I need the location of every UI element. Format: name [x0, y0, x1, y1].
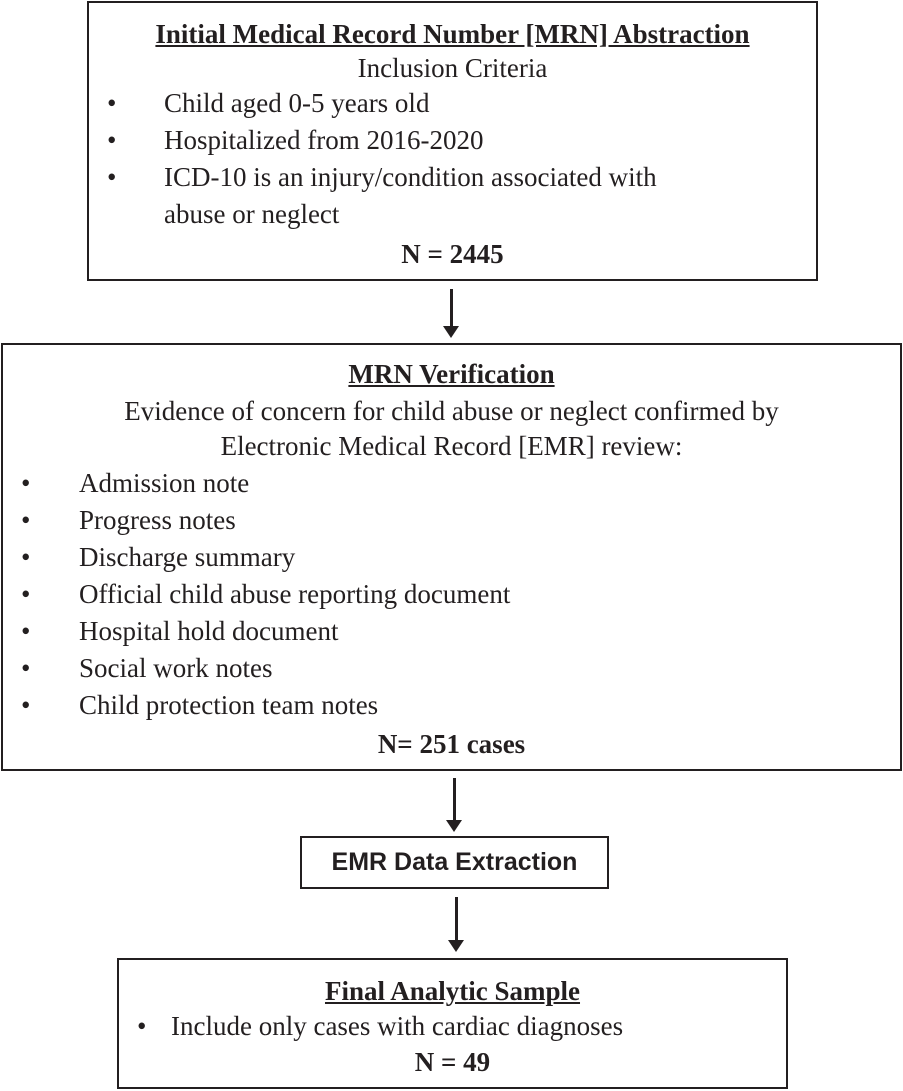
bullet-icon: • [21, 468, 31, 498]
bullet-icon: • [21, 616, 31, 646]
criterion-icd10-continued: abuse or neglect [164, 199, 340, 229]
doc-hospital-hold: • Hospital hold document [3, 613, 900, 650]
emr-extraction-label: EMR Data Extraction [331, 848, 578, 876]
verification-description-line1: Evidence of concern for child abuse or neglect confirmed by [124, 396, 779, 426]
arrow-connector [450, 289, 453, 327]
arrowhead-icon [443, 326, 459, 338]
bullet-icon: • [21, 505, 31, 535]
verification-description-line2: Electronic Medical Record [EMR] review: [220, 431, 683, 461]
final-sample-box [117, 958, 788, 1089]
mrn-verification-box [1, 343, 902, 771]
doc-child-protection: • Child protection team notes [3, 687, 900, 724]
bullet-icon: • [137, 1011, 147, 1041]
bullet-icon: • [107, 125, 117, 155]
final-sample-title: Final Analytic Sample [324, 976, 581, 1006]
criterion-icd10: • ICD-10 is an injury/condition associated with [89, 159, 816, 196]
criterion-cardiac: • Include only cases with cardiac diagnoses [119, 1008, 786, 1045]
doc-progress-notes: • Progress notes [3, 502, 900, 539]
emr-extraction-box [300, 836, 609, 889]
mrn-abstraction-title: Initial Medical Record Number [MRN] Abstraction [155, 19, 750, 49]
criterion-hospitalized: • Hospitalized from 2016-2020 [89, 122, 816, 159]
doc-official-report: • Official child abuse reporting document [3, 576, 900, 613]
doc-discharge-summary: • Discharge summary [3, 539, 900, 576]
arrow-connector [453, 778, 456, 820]
bullet-icon: • [107, 162, 117, 192]
bullet-icon: • [21, 690, 31, 720]
final-count: N = 49 [414, 1047, 491, 1077]
bullet-icon: • [107, 88, 117, 118]
arrowhead-icon [448, 940, 464, 952]
inclusion-criteria-heading: Inclusion Criteria [357, 53, 548, 83]
doc-social-work: • Social work notes [3, 650, 900, 687]
bullet-icon: • [21, 653, 31, 683]
arrowhead-icon [446, 820, 462, 832]
arrow-connector [455, 897, 458, 941]
mrn-abstraction-box [87, 1, 818, 281]
doc-admission-note: • Admission note [3, 465, 900, 502]
abstraction-count: N = 2445 [401, 239, 504, 269]
mrn-verification-title: MRN Verification [348, 359, 555, 389]
verification-count: N= 251 cases [377, 729, 526, 759]
bullet-icon: • [21, 542, 31, 572]
criterion-age: • Child aged 0-5 years old [89, 85, 816, 122]
bullet-icon: • [21, 579, 31, 609]
